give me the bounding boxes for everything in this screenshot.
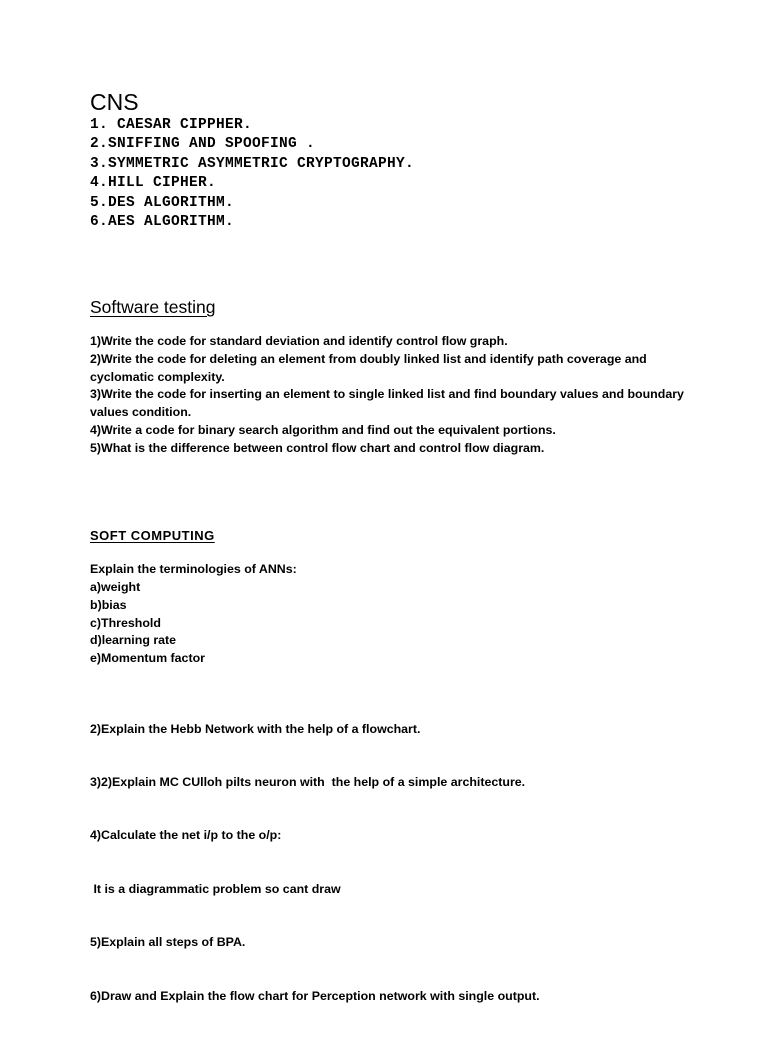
software-testing-question-list: [90, 333, 690, 458]
software-testing-question: 5)What is the difference between control flow chart and control flow diagram.: [90, 440, 545, 455]
soft-computing-question: 2)Explain the Hebb Network with the help of a flowchart.: [90, 721, 421, 736]
soft-computing-question: 6)Draw and Explain the flow chart for Perception network with single output.: [90, 988, 540, 1003]
software-testing-question: 4)Write a code for binary search algorithm and find out the equivalent portions.: [90, 422, 556, 437]
ann-term-item: e)Momentum factor: [90, 651, 205, 666]
ann-term-item: b)bias: [90, 597, 127, 612]
soft-computing-heading: SOFT COMPUTING: [90, 528, 215, 543]
soft-computing-question: 3)2)Explain MC CUlloh pilts neuron with the help of a simple architecture.: [90, 774, 526, 789]
cns-topic-item: 6.AES ALGORITHM.: [90, 214, 235, 231]
ann-term-item: c)Threshold: [90, 615, 161, 630]
soft-computing-note: It is a diagrammatic problem so cant draw: [90, 881, 341, 896]
cns-topic-item: 4.HILL CIPHER.: [90, 175, 217, 192]
cns-topic-list: [90, 116, 414, 232]
cns-topic-item: 3.SYMMETRIC ASYMMETRIC CRYPTOGRAPHY.: [90, 155, 415, 172]
soft-computing-question-list: [90, 685, 710, 1041]
cns-heading: CNS: [90, 89, 139, 115]
ann-terminology-list: [90, 579, 205, 668]
cns-topic-item: 5.DES ALGORITHM.: [90, 194, 235, 211]
software-testing-question: 2)Write the code for deleting an element from doubly linked list and identify path coverage and cyclomatic complexity.: [90, 351, 647, 384]
software-testing-question: 3)Write the code for inserting an element to single linked list and find boundary values and boundary values condition.: [90, 387, 684, 420]
ann-term-item: d)learning rate: [90, 633, 177, 648]
soft-computing-question: 4)Calculate the net i/p to the o/p:: [90, 828, 282, 843]
cns-topic-item: 1. CAESAR CIPPHER.: [90, 117, 253, 133]
soft-computing-intro: Explain the terminologies of ANNs:: [90, 562, 297, 576]
soft-computing-question: 5)Explain all steps of BPA.: [90, 935, 246, 950]
ann-term-item: a)weight: [90, 580, 141, 594]
cns-topic-item: 2.SNIFFING AND SPOOFING .: [90, 136, 316, 153]
software-testing-question: 1)Write the code for standard deviation and identify control flow graph.: [90, 334, 508, 348]
software-testing-heading: Software testing: [90, 297, 216, 317]
